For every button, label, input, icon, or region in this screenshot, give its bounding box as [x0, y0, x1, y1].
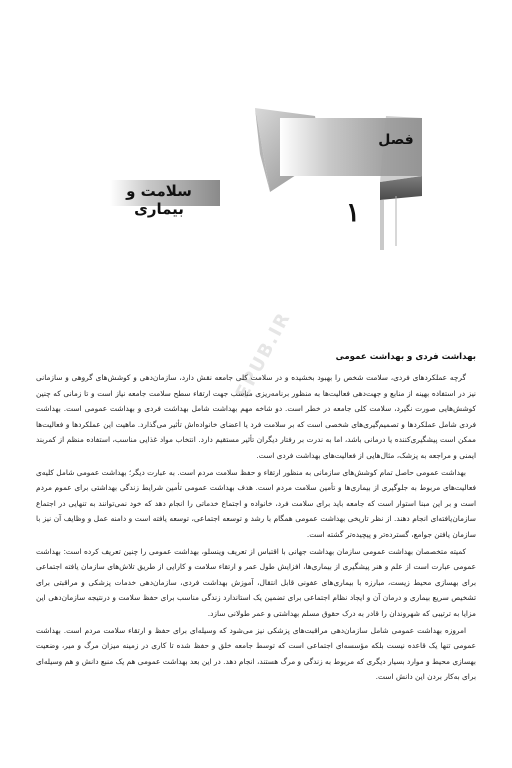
- paragraph: بهداشت عمومی حاصل تمام کوشش‌های سازمانی به منظور ارتقاء و حفظ سلامت مردم است. به عبارت دیگر؛ بهداشت عمومی شامل کلیه‌ی فعالیت‌های مربوط به جلوگیری از بیماری‌ها و تأمین سلامت مردم است. هدف بهداشت عمومی تأمین شرایط زندگی بهداشتی برای عموم مردم است و بر این مبنا استوار است که جامعه باید برای سلامت فرد، خانواده و اجتماع خدماتی را انجام دهد که خود نمی‌توانند به تنهایی در اجتماع سازمان‌یافته‌ای انجام دهند. از نظر تاریخی بهداشت عمومی همگام با رشد و توسعه اجتماعی، توسعه یافته است و دامنه عمل و وظایف آن نیز با سازمان یافتن جوامع، گسترده‌تر و پیچیده‌تر گشته است.: [36, 467, 476, 539]
- chapter-title: سلامت و بیماری: [126, 182, 192, 218]
- section-heading: بهداشت فردی و بهداشت عمومی: [335, 352, 476, 362]
- paragraph: کمیته متخصصان بهداشت عمومی سازمان بهداشت جهانی با اقتباس از تعریف وینسلو، بهداشت عمومی را چنین تعریف کرده است: بهداشت عمومی عبارت است از علم و هنر پیشگیری از بیماری‌ها، افزایش طول عمر و ارتقاء سلامت و کارایی از طریق تلاش‌های سازمان یافته اجتماعی برای بهسازی محیط زیست، مبارزه با بیماری‌های عفونی قابل انتقال، آموزش بهداشت فردی، سازمان‌دهی خدمات پزشکی و مراقبتی برای تشخیص سریع بیماری و درمان آن و ایجاد نظام اجتماعی برای تضمین یک استاندارد زندگی مناسب برای حفظ سلامت و درنتیجه سازمان‌دهی این مزایا به ترتیبی که شهروندان را قادر به درک حقوق مسلم بهداشتی و عمر طولانی سازد.: [36, 546, 476, 618]
- chapter-number: ۱: [346, 198, 360, 228]
- paragraph: گرچه عملکردهای فردی، سلامت شخص را بهبود بخشیده و در سلامت کلی جامعه نقش دارد، سازمان‌دهی و کوشش‌های گروهی و سازمانی نیز در استفاده بهینه از منابع و جهت‌دهی فعالیت‌ها به منظور برنامه‌ریزی مناسب جهت ارتقاء سطح سلامت جامعه نیاز است و تا زمانی که چنین کوشش‌هایی صورت نگیرد، سلامت کلی جامعه در خطر است. دو شاخه مهم بهداشت شامل بهداشت فردی و بهداشت عمومی است. بهداشت فردی شامل عملکردها و تصمیم‌گیری‌های شخصی است که بر سلامت فرد یا اعضای خانواده‌اش تأثیر می‌گذارد. ماهیت این عملکردها و فعالیت‌ها ممکن است پیشگیری‌کننده یا درمانی باشد، اما به ندرت بر رفتار دیگران تأثیر مستقیم دارد. انتخاب مواد غذایی مناسب، استفاده منظم از کمربند ایمنی و مراجعه به پزشک، مثال‌هایی از فعالیت‌های بهداشت فردی است.: [36, 373, 476, 460]
- chapter-label: فصل: [378, 132, 414, 148]
- watermark: EPUB.IR: [231, 308, 295, 402]
- chapter-header-graphic: [110, 96, 430, 266]
- paragraph: امروزه بهداشت عمومی شامل سازمان‌دهی مراقبت‌های پزشکی نیز می‌شود که وسیله‌ای برای حفظ و ارتقاء سلامت مردم است. بهداشت عمومی تنها یک قاعده نیست بلکه مؤسسه‌ای اجتماعی است که توسط جامعه خلق و حفظ شده تا کاری در زمینه میزان مرگ و میر، وضعیت بهسازی محیط و موارد بسیار دیگری که مربوط به زندگی و مرگ هستند، انجام دهد. در این بعد بهداشت عمومی هم یک منبع دانش و هم وسیله‌ای برای به‌کار بردن این دانش است.: [36, 625, 476, 682]
- page-body: [36, 352, 476, 686]
